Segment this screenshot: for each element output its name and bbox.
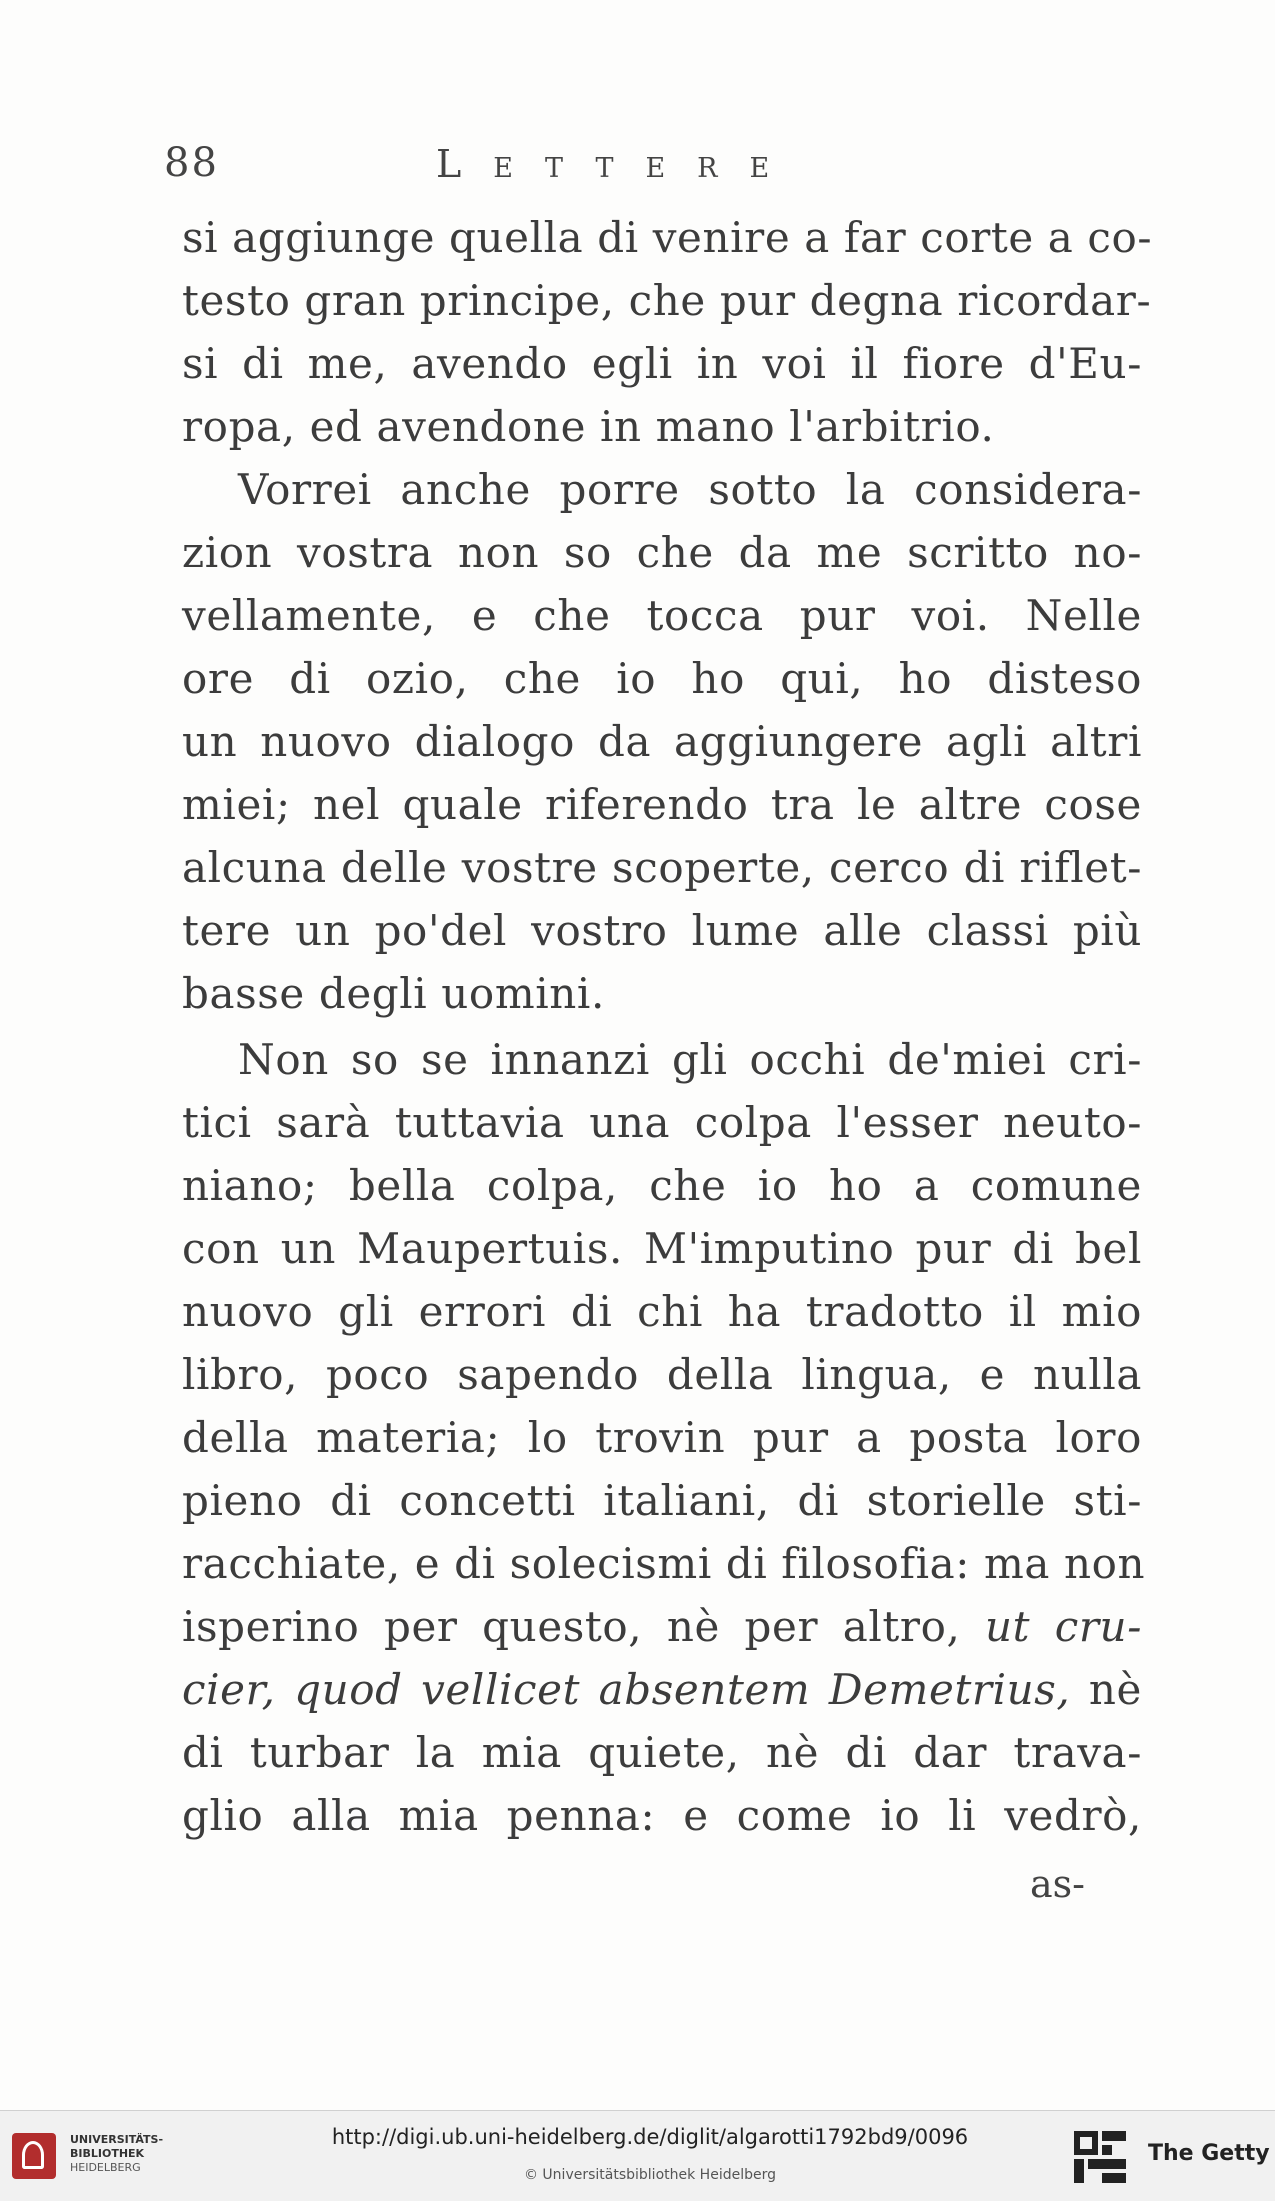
text-line: glio alla mia penna: e come io li vedrò, xyxy=(182,1791,1142,1840)
copyright-notice: © Universitätsbibliothek Heidelberg xyxy=(523,2167,776,2183)
italic-segment: cier, quod vellicet absentem Demetrius, xyxy=(182,1665,1071,1714)
body-text xyxy=(182,206,1153,1847)
text-line: Non so se innanzi gli occhi de'miei cri- xyxy=(238,1035,1142,1084)
library-name xyxy=(70,2133,163,2175)
text-line: si di me, avendo egli in voi il fiore d'Eu- xyxy=(182,339,1142,388)
italic-segment: ut cru- xyxy=(985,1602,1142,1651)
text-line: miei; nel quale riferendo tra le altre cose xyxy=(182,780,1142,829)
running-title: Lettere xyxy=(436,142,802,186)
text-line: vellamente, e che tocca pur voi. Nelle xyxy=(182,591,1142,640)
text-line: libro, poco sapendo della lingua, e nulla xyxy=(182,1350,1142,1399)
text-line: Vorrei anche porre sotto la considera- xyxy=(238,465,1142,514)
library-logo[interactable] xyxy=(12,2129,172,2183)
text-line: testo gran principe, che pur degna ricordar- xyxy=(182,276,1152,325)
viewer-footer xyxy=(0,2110,1275,2201)
text-line: tere un po'del vostro lume alle classi più xyxy=(182,906,1142,955)
text-line: ore di ozio, che io ho qui, ho disteso xyxy=(182,654,1142,703)
text-line: della materia; lo trovin pur a posta loro xyxy=(182,1413,1142,1462)
page-header xyxy=(164,140,1124,200)
text-line: basse degli uomini. xyxy=(182,969,605,1018)
text-line xyxy=(182,1658,1142,1721)
text-line: racchiate, e di solecismi di filosofia: ma non xyxy=(182,1539,1146,1588)
text-segment: isperino per questo, nè per altro, xyxy=(182,1602,961,1651)
text-line: niano; bella colpa, che io ho a comune xyxy=(182,1161,1142,1210)
text-line: si aggiunge quella di venire a far corte a co- xyxy=(182,213,1153,262)
text-line xyxy=(182,1595,1142,1658)
catchword: as- xyxy=(1030,1862,1085,1906)
text-line: zion vostra non so che da me scritto no- xyxy=(182,528,1142,577)
library-name-line: UNIVERSITÄTS- xyxy=(70,2133,164,2146)
partner-name: The Getty xyxy=(1148,2141,1270,2166)
text-line: ropa, ed avendone in mano l'arbitrio. xyxy=(182,402,995,451)
library-name-line: HEIDELBERG xyxy=(70,2161,141,2174)
text-line: di turbar la mia quiete, nè di dar trava- xyxy=(182,1728,1142,1777)
text-line: con un Maupertuis. M'imputino pur di bel xyxy=(182,1224,1142,1273)
page-number: 88 xyxy=(164,140,219,186)
library-name-line: BIBLIOTHEK xyxy=(70,2147,145,2160)
text-line: pieno di concetti italiani, di storielle sti- xyxy=(182,1476,1142,1525)
text-line: un nuovo dialogo da aggiungere agli altri xyxy=(182,717,1142,766)
getty-logo-icon[interactable] xyxy=(1072,2129,1128,2185)
text-line: alcuna delle vostre scoperte, cerco di riflet- xyxy=(182,843,1142,892)
text-line: tici sarà tuttavia una colpa l'esser neuto- xyxy=(182,1098,1142,1147)
text-segment: nè xyxy=(1088,1665,1143,1714)
library-seal-icon xyxy=(12,2133,56,2179)
text-line: nuovo gli errori di chi ha tradotto il mio xyxy=(182,1287,1142,1336)
permalink-url[interactable]: http://digi.ub.uni-heidelberg.de/diglit/algarotti1792bd9/0096 xyxy=(331,2125,969,2149)
